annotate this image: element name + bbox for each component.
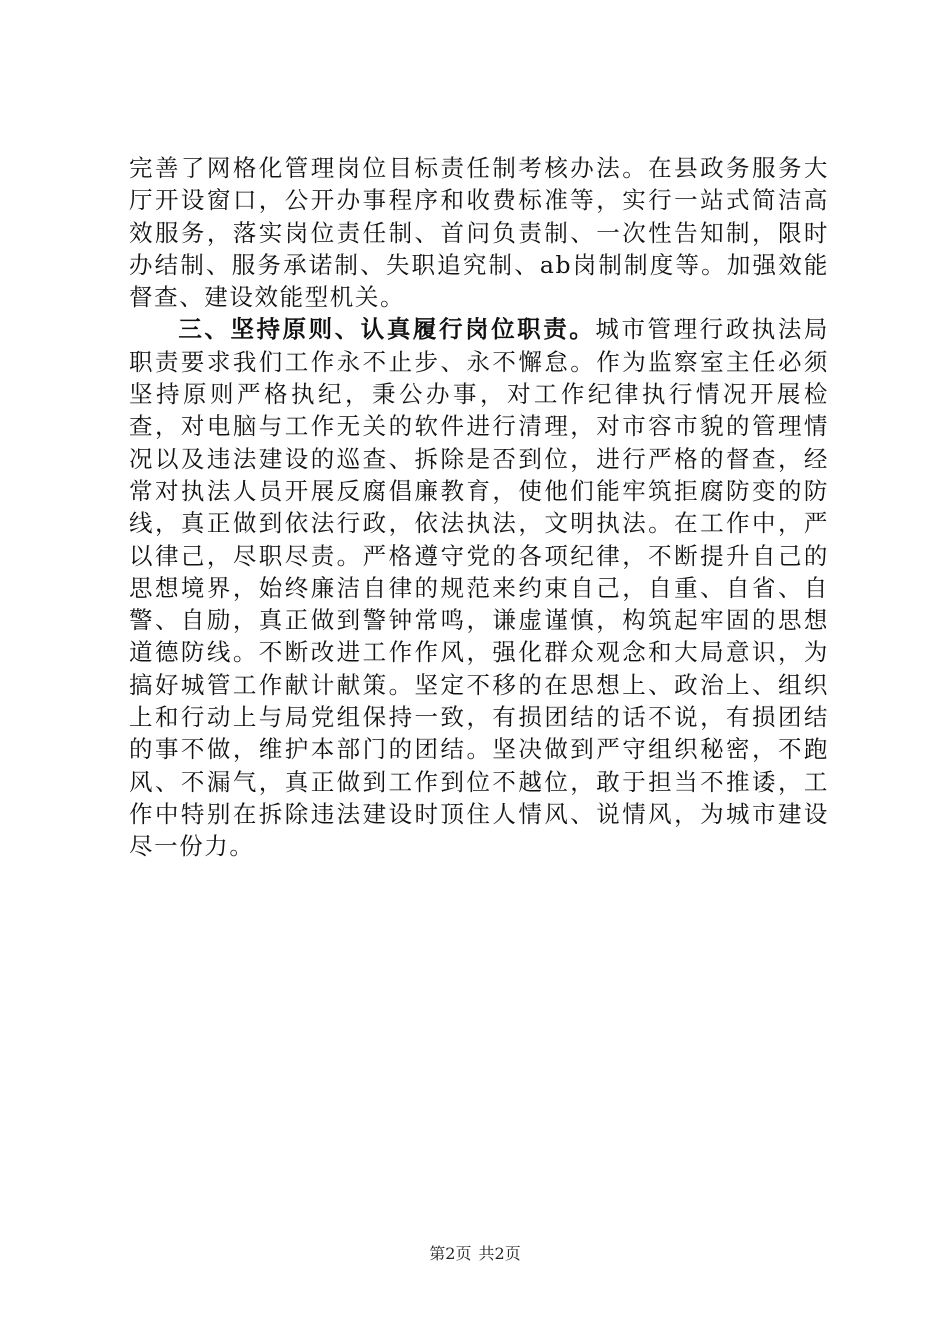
page-footer [0, 1244, 950, 1264]
section-heading: 三、坚持原则、认真履行岗位职责。 [178, 315, 596, 344]
paragraph-text: 完善了网格化管理岗位目标责任制考核办法。在县政务服务大厅开设窗口，公开办事程序和收费标准等，实行一站式简洁高效服务，落实岗位责任制、首问负责制、一次性告知制，限时办结制、服务承诺制、失职追究制、ab岗制制度等。加强效能督查、建设效能型机关。 [129, 154, 829, 312]
page-number: 第2页 [429, 1244, 472, 1263]
document-body [129, 152, 829, 863]
page-total: 共2页 [478, 1244, 521, 1263]
paragraph-section-three [129, 313, 829, 862]
paragraph-continued [129, 152, 829, 313]
paragraph-text: 城市管理行政执法局职责要求我们工作永不止步、永不懈怠。作为监察室主任必须坚持原则严格执纪，秉公办事，对工作纪律执行情况开展检查，对电脑与工作无关的软件进行清理，对市容市貌的管理情况以及违法建设的巡查、拆除是否到位，进行严格的督查，经常对执法人员开展反腐倡廉教育，使他们能牢筑拒腐防变的防线，真正做到依法行政，依法执法，文明执法。在工作中，严以律己，尽职尽责。严格遵守党的各项纪律，不断提升自己的思想境界，始终廉洁自律的规范来约束自己，自重、自省、自警、自励，真正做到警钟常鸣，谦虚谨慎，构筑起牢固的思想道德防线。不断改进工作作风，强化群众观念和大局意识，为搞好城管工作献计献策。坚定不移的在思想上、政治上、组织上和行动上与局党组保持一致，有损团结的话不说，有损团结的事不做，维护本部门的团结。坚决做到严守组织秘密，不跑风、不漏气，真正做到工作到位不越位，敢于担当不推诿，工作中特别在拆除违法建设时顶住人情风、说情风，为城市建设尽一份力。 [129, 315, 829, 861]
